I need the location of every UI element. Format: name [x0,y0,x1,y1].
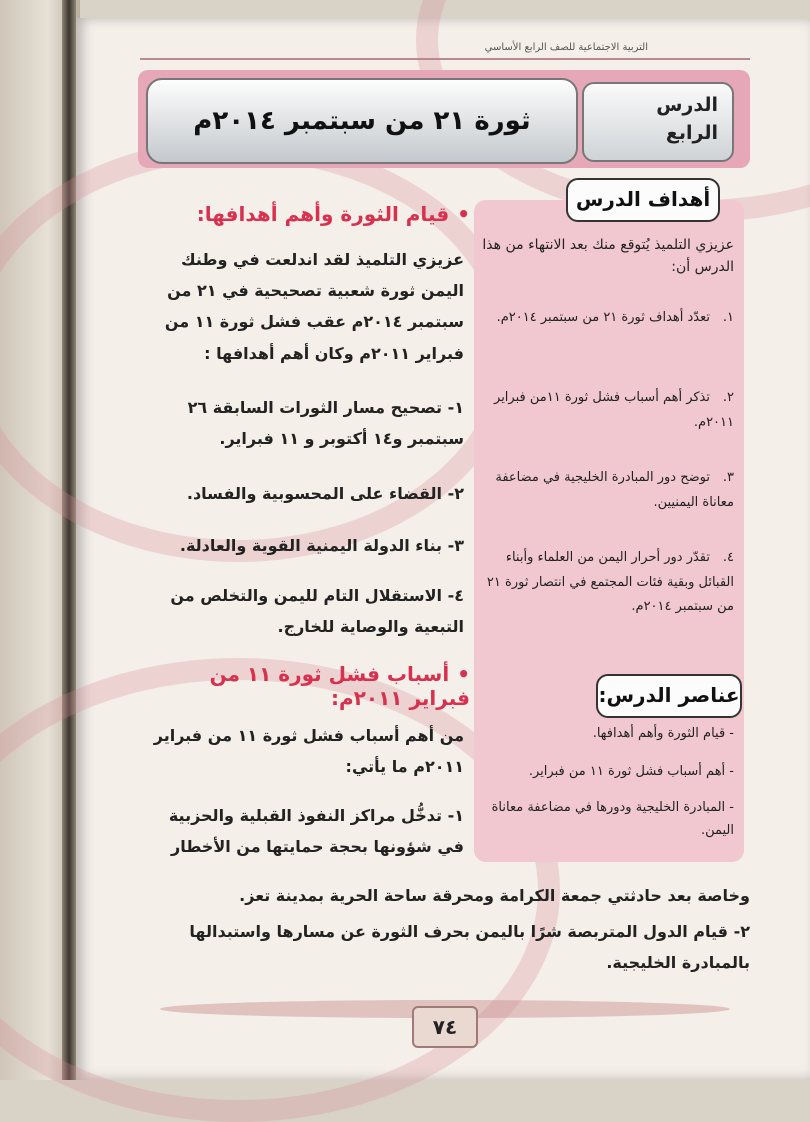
goal-item [482,466,734,515]
goal-item [482,546,734,620]
section2-heading [150,662,470,710]
goal-number: ٢. [722,390,734,405]
section1-point: ٢- القضاء على المحسوبية والفساد. [186,484,464,503]
goal-number: ٣. [722,470,734,485]
section2-paragraph: من أهم أسباب فشل ثورة ١١ من فبراير ٢٠١١م ما يأتي: [153,726,464,777]
element-item: - أهم أسباب فشل ثورة ١١ من فبراير. [528,764,734,779]
lesson-number-box [582,82,734,162]
goal-item [482,306,734,331]
section1-point: ٤- الاستقلال التام لليمن والتخلص من التبعية والوصاية للخارج. [170,586,464,637]
section1-point: ٣- بناء الدولة اليمنية القوية والعادلة. [179,536,464,555]
section1-heading [160,202,470,226]
section1-paragraph: عزيزي التلميذ لقد اندلعت في وطنك اليمن ثورة شعبية تصحيحية في ٢١ من سبتمبر ٢٠١٤م عقب فشل ثورة ١١ من فبراير ٢٠١١م وكان أهم أهدافها : [164,250,464,363]
running-header: التربية الاجتماعية للصف الرابع الأساسي [484,42,648,53]
header-rule [140,58,750,60]
goals-intro: عزيزي التلميذ يُتوقع منك بعد الانتهاء من هذا الدرس أن: [482,237,734,276]
element-item: - المبادرة الخليجية ودورها في مضاعفة معاناة اليمن. [491,800,734,839]
goals-heading: أهداف الدرس [566,178,720,222]
goal-text: تقدّر دور أحرار اليمن من العلماء وأبناء القبائل وبقية فئات المجتمع في انتصار ثورة ٢١ من سبتمبر ٢٠١٤م. [486,550,734,615]
goal-text: تذكر أهم أسباب فشل ثورة ١١من فبراير ٢٠١١م. [494,390,734,430]
bullet-icon: • [457,662,470,686]
section2-point: ١- تدخُّل مراكز النفوذ القبلية والحزبية في شؤونها بحجة حمايتها من الأخطار [168,806,464,857]
page-number: ٧٤ [412,1006,478,1048]
goal-text: تعدّد أهداف ثورة ٢١ من سبتمبر ٢٠١٤م. [496,310,710,325]
lesson-title: ثورة ٢١ من سبتمبر ٢٠١٤م [146,78,578,164]
goal-item [482,386,734,435]
section2-point-continued: وخاصة بعد حادثتي جمعة الكرامة ومحرقة ساحة الحرية بمدينة تعز. [239,886,750,905]
goal-text: توضح دور المبادرة الخليجية في مضاعفة معاناة اليمنيين. [495,470,734,510]
elements-heading: عناصر الدرس: [596,674,742,718]
section2-heading-text: أسباب فشل ثورة ١١ من فبراير ٢٠١١م: [209,662,470,710]
section1-point: ١- تصحيح مسار الثورات السابقة ٢٦ سبتمبر و١٤ أكتوبر و ١١ فبراير. [187,398,464,449]
lesson-ordinal: الرابع [665,121,718,144]
goal-number: ١. [722,310,734,325]
lesson-label: الدرس [656,94,718,116]
section1-heading-text: قيام الثورة وأهم أهدافها: [196,202,450,226]
element-item: - قيام الثورة وأهم أهدافها. [592,726,734,741]
goal-number: ٤. [722,550,734,565]
bullet-icon: • [457,202,470,226]
section2-point: ٢- قيام الدول المتربصة شرًا باليمن بحرف الثورة عن مسارها واستبدالها بالمبادرة الخليجية. [189,922,750,973]
